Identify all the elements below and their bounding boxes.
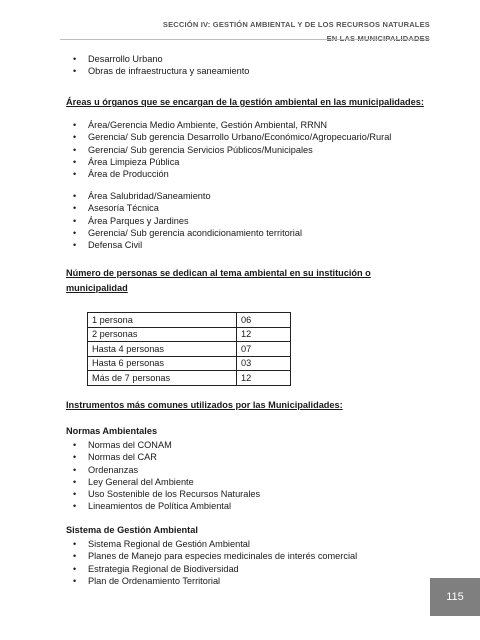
areas-heading: Áreas u órganos que se encargan de la gestión ambiental en las municipalidades: <box>66 97 424 107</box>
table-cell-label: Hasta 6 personas <box>88 356 237 371</box>
header-section-title: SECCIÓN IV: GESTIÓN AMBIENTAL Y DE LOS RECURSOS NATURALES <box>162 20 430 29</box>
list-item: • Defensa Civil <box>70 239 302 251</box>
areas-list-1 <box>70 119 391 180</box>
list-item: • Gerencia/ Sub gerencia acondicionamiento territorial <box>70 227 302 239</box>
page-number: 115 <box>446 591 464 603</box>
sistema-title: Sistema de Gestión Ambiental <box>66 525 198 535</box>
table-cell-value: 03 <box>237 356 291 371</box>
list-item: • Área Parques y Jardines <box>70 215 302 227</box>
top-list <box>70 53 249 78</box>
list-item: • Ordenanzas <box>70 464 260 476</box>
list-item: • Asesoría Técnica <box>70 202 302 214</box>
page-header <box>163 18 430 46</box>
instrumentos-heading: Instrumentos más comunes utilizados por las Municipalidades: <box>66 400 343 410</box>
personas-heading-line2: municipalidad <box>66 283 128 293</box>
list-item: • Ley General del Ambiente <box>70 476 260 488</box>
list-item: • Área Salubridad/Saneamiento <box>70 190 302 202</box>
list-item: • Área Limpieza Pública <box>70 156 391 168</box>
list-item: • Área de Producción <box>70 168 391 180</box>
list-item: • Desarrollo Urbano <box>70 53 249 65</box>
list-item: • Gerencia/ Sub gerencia Servicios Públicos/Municipales <box>70 144 391 156</box>
sistema-list <box>70 538 357 587</box>
table-row <box>88 327 291 342</box>
list-item: • Sistema Regional de Gestión Ambiental <box>70 538 357 550</box>
list-item: • Lineamientos de Política Ambiental <box>70 500 260 512</box>
list-item: • Plan de Ordenamiento Territorial <box>70 575 357 587</box>
table-cell-value: 06 <box>237 313 291 328</box>
table-row <box>88 371 291 386</box>
page-number-box <box>430 578 480 616</box>
table-cell-value: 12 <box>237 371 291 386</box>
list-item: • Planes de Manejo para especies medicinales de interés comercial <box>70 550 357 562</box>
areas-list-2 <box>70 190 302 251</box>
personas-heading-line1: Número de personas se dedican al tema ambiental en su institución o <box>66 268 371 278</box>
table-row <box>88 342 291 357</box>
normas-list <box>70 439 260 513</box>
personas-table <box>87 312 291 386</box>
list-item: • Obras de infraestructura y saneamiento <box>70 65 249 77</box>
table-row <box>88 313 291 328</box>
normas-title: Normas Ambientales <box>66 426 158 436</box>
table-cell-label: 2 personas <box>88 327 237 342</box>
list-item: • Uso Sostenible de los Recursos Naturales <box>70 488 260 500</box>
list-item: • Normas del CAR <box>70 451 260 463</box>
list-item: • Normas del CONAM <box>70 439 260 451</box>
list-item: • Área/Gerencia Medio Ambiente, Gestión Ambiental, RRNN <box>70 119 391 131</box>
table-cell-label: Más de 7 personas <box>88 371 237 386</box>
table-cell-label: 1 persona <box>88 313 237 328</box>
header-divider <box>60 39 430 40</box>
table-cell-label: Hasta 4 personas <box>88 342 237 357</box>
personas-heading <box>66 266 371 296</box>
list-item: • Gerencia/ Sub gerencia Desarrollo Urbano/Económico/Agropecuario/Rural <box>70 131 391 143</box>
table-row <box>88 356 291 371</box>
table-cell-value: 07 <box>237 342 291 357</box>
list-item: • Estrategia Regional de Biodiversidad <box>70 563 357 575</box>
table-cell-value: 12 <box>237 327 291 342</box>
